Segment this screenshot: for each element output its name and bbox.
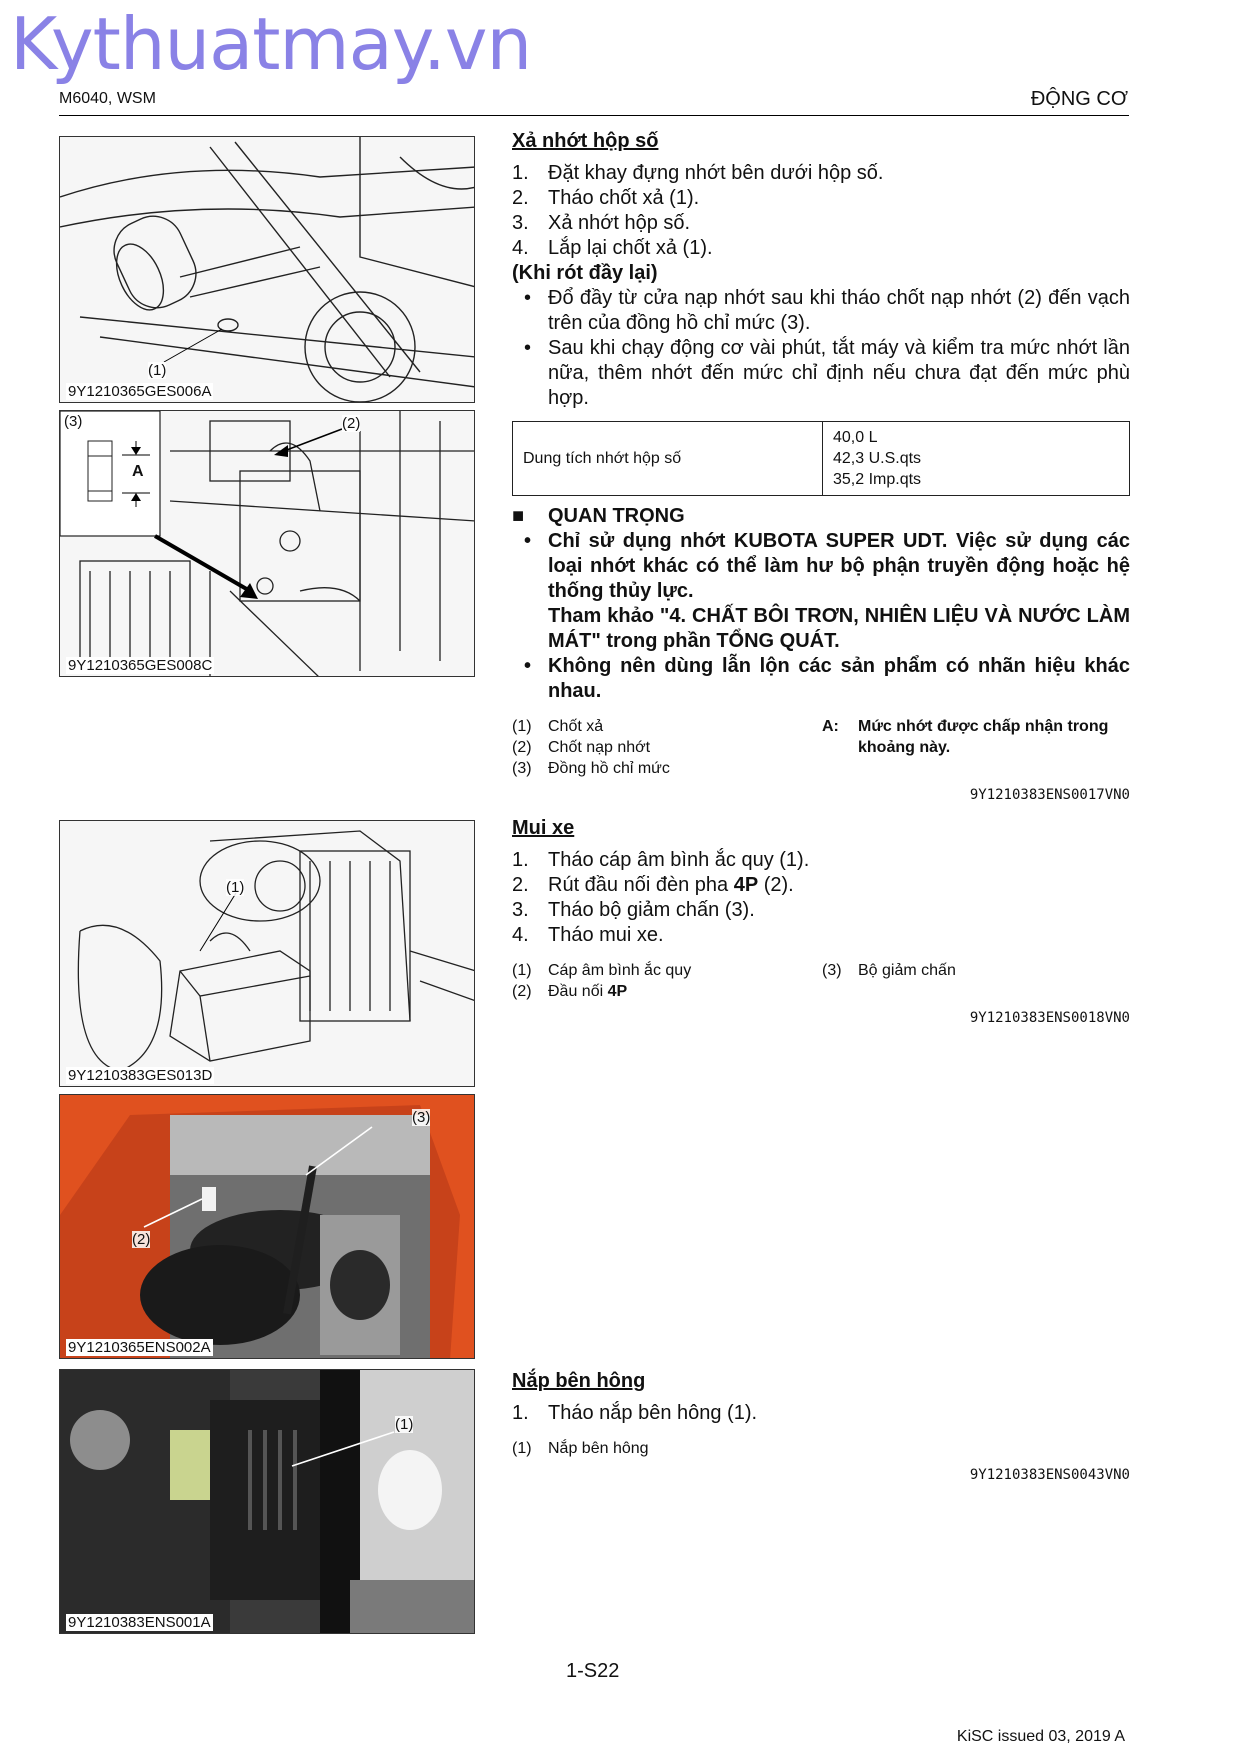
- step: 1. Tháo nắp bên hông (1).: [512, 1402, 758, 1424]
- callout-2: (2): [342, 415, 361, 432]
- figure-code: 9Y1210383ENS001A: [68, 1614, 211, 1631]
- header-chapter: ĐỘNG CƠ: [1030, 88, 1128, 110]
- important-square-icon: ■: [512, 505, 525, 527]
- figure-code: 9Y1210383GES013D: [68, 1067, 213, 1084]
- section-transmission-oil: [512, 130, 1130, 803]
- page-number: 1-S22: [566, 1660, 620, 1682]
- header-rule: [59, 115, 1129, 116]
- step: 1. Đặt khay đựng nhớt bên dưới hộp số.: [512, 162, 884, 184]
- figure-code: 9Y1210365ENS002A: [68, 1339, 211, 1356]
- step: 4. Lắp lại chốt xả (1).: [512, 237, 713, 259]
- spec-value: 40,0 L: [833, 429, 878, 446]
- figure-battery: [59, 820, 475, 1087]
- section-title: Xả nhớt hộp số: [512, 130, 659, 152]
- section-title: Nắp bên hông: [512, 1370, 646, 1392]
- callout-1: (1): [395, 1416, 414, 1433]
- figure-side-cover: [59, 1369, 475, 1634]
- figure-code: 9Y1210365GES008C: [68, 657, 213, 674]
- callout-1: (1): [226, 879, 245, 896]
- important-bullet: • Không nên dùng lẫn lộn các sản phẩm có nhãn hiệu khác nhau.: [524, 655, 1130, 702]
- callout-1: (1): [148, 362, 167, 379]
- spec-value: 42,3 U.S.qts: [833, 450, 922, 467]
- spec-label: Dung tích nhớt hộp số: [513, 422, 823, 496]
- important-reference: Tham khảo "4. CHẤT BÔI TRƠN, NHIÊN LIỆU VÀ NƯỚC LÀM MÁT" trong phần TỔNG QUÁT.: [548, 605, 1130, 652]
- step: 2. Tháo chốt xả (1).: [512, 187, 700, 209]
- section-side-cover: [512, 1370, 1130, 1483]
- refill-title: (Khi rót đầy lại): [512, 262, 658, 284]
- callout-3: (3): [64, 413, 83, 430]
- section-code: 9Y1210383ENS0017VN0: [969, 787, 1130, 803]
- figure-oil-filler-gauge: [59, 410, 475, 677]
- callout-a: A: [132, 463, 144, 480]
- header-model: M6040, WSM: [59, 90, 156, 107]
- step: 3. Tháo bộ giảm chấn (3).: [512, 899, 755, 921]
- figure-hood-interior: [59, 1094, 475, 1359]
- section-hood: [512, 817, 1130, 1026]
- legend: (1) Cáp âm bình ắc quy (2) Đầu nối 4P (3) Bộ giảm chấn: [512, 962, 956, 1000]
- step: 1. Tháo cáp âm bình ắc quy (1).: [512, 849, 810, 871]
- step: 2. Rút đầu nối đèn pha 4P (2).: [512, 874, 794, 896]
- spec-table: [512, 421, 1130, 496]
- issue-label: KiSC issued 03, 2019 A: [956, 1728, 1125, 1745]
- important-bullet: • Chỉ sử dụng nhớt KUBOTA SUPER UDT. Việc sử dụng các loại nhớt khác có thể làm hư bộ phận truyền động hoặc hệ thống thủy lực. Tham khảo "4. CHẤT BÔI TRƠN, NHIÊN LIỆU VÀ NƯỚC LÀM MÁT" trong phần TỔNG QUÁT.: [524, 530, 1130, 652]
- refill-bullet: • Đổ đầy từ cửa nạp nhớt sau khi tháo chốt nạp nhớt (2) đến vạch trên của đồng hồ chỉ mức (3).: [524, 287, 1130, 334]
- refill-bullet: • Sau khi chạy động cơ vài phút, tắt máy và kiểm tra mức nhớt lần nữa, thêm nhớt đến mức chỉ định nếu chưa đạt đến mức phù hợp.: [524, 337, 1130, 409]
- section-code: 9Y1210383ENS0043VN0: [969, 1467, 1130, 1483]
- step: 4. Tháo mui xe.: [512, 924, 664, 946]
- watermark-logo: Kythuatmay.vn: [10, 2, 532, 86]
- legend: (1) Chốt xả (2) Chốt nạp nhớt (3) Đồng hồ chỉ mức A: Mức nhớt được chấp nhận trong khoảng này.: [512, 718, 1109, 777]
- callout-2: (2): [132, 1231, 151, 1248]
- important-heading: ■ QUAN TRỌNG: [512, 505, 685, 527]
- callout-3: (3): [412, 1109, 431, 1126]
- section-title: Mui xe: [512, 817, 575, 839]
- legend: (1) Nắp bên hông: [512, 1440, 649, 1457]
- spec-value: 35,2 Imp.qts: [833, 471, 922, 488]
- figure-code: 9Y1210365GES006A: [68, 383, 212, 400]
- figure-transmission-drain: [59, 136, 475, 403]
- step: 3. Xả nhớt hộp số.: [512, 212, 691, 234]
- section-code: 9Y1210383ENS0018VN0: [969, 1010, 1130, 1026]
